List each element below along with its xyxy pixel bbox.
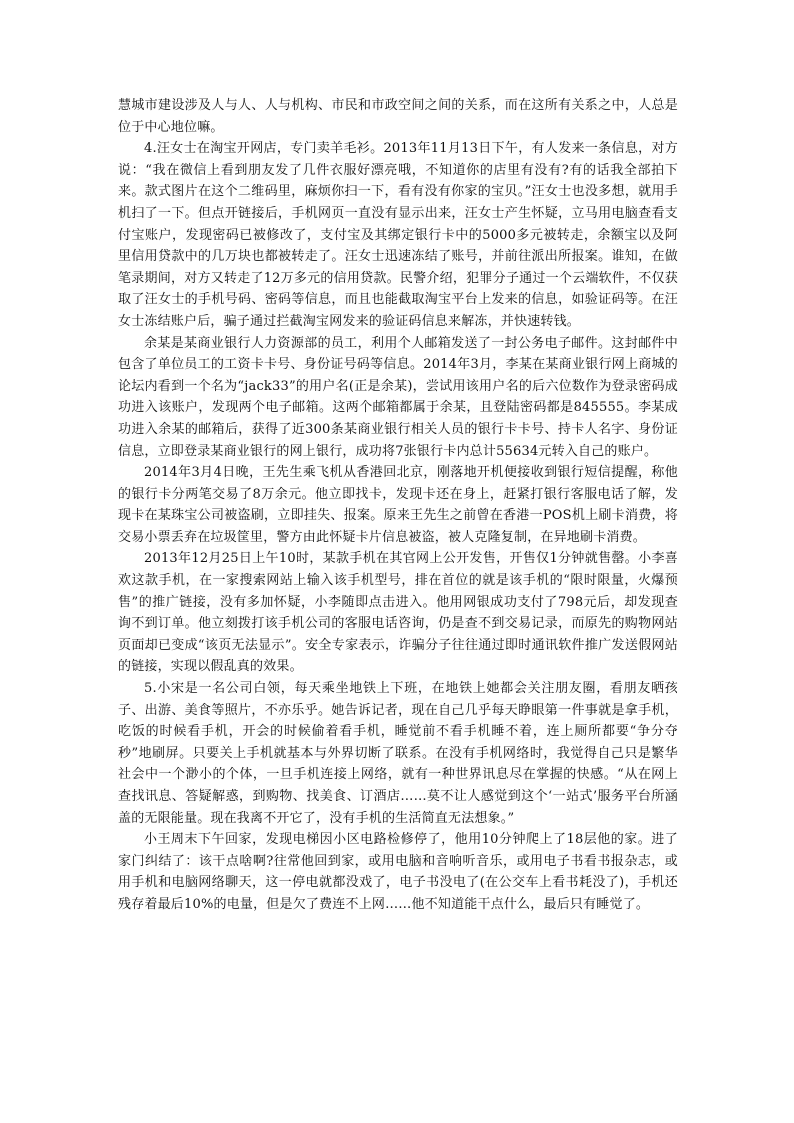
paragraph-phone-sale: 2013年12月25日上午10时，某款手机在其官网上公开发售，开售仅1分钟就售罄。小李喜欢这款手机，在一家搜索网站上输入该手机型号，排在首位的就是该手机的“限时限量，火爆预售”的推广链接，没有多加怀疑，小李随即点击进入。他用网银成功支付了798元后，却发现查询不到订单。他立刻拨打该手机公司的客服电话咨询，仍是查不到交易记录，而原先的购物网站页面却已变成“该页无法显示”。安全专家表示，诈骗分子往往通过即时通讯软件推广发送假网站的链接，实现以假乱真的效果。 [118,551,678,675]
paragraph-wang-card: 2014年3月4日晚，王先生乘飞机从香港回北京，刚落地开机便接收到银行短信提醒，称他的银行卡分两笔交易了8万余元。他立即找卡，发现卡还在身上，赶紧打银行客服电话了解，发现卡在某珠宝公司被盗刷，立即挂失、报案。原来王先生之前曾在香港一POS机上刷卡消费，将交易小票丢弃在垃圾筐里，警方由此怀疑卡片信息被盗，被人克隆复制，在异地刷卡消费。 [118,465,678,545]
paragraph-case-4: 4.汪女士在淘宝开网店，专门卖羊毛衫。2013年11月13日下午，有人发来一条信息，对方说：“我在微信上看到朋友发了几件衣服好漂亮哦，不知道你的店里有没有?有的话我全部拍下来。款式图片在这个二维码里，麻烦你扫一下，看有没有你家的宝贝。”汪女士也没多想，就用手机扫了一下。但点开链接后，手机网页一直没有显示出来，汪女士产生怀疑，立马用电脑查看支付宝账户，发现密码已被修改了，支付宝及其绑定银行卡中的5000多元被转走，余额宝以及阿里信用贷款中的几万块也都被转走了。汪女士迅速冻结了账号，并前往派出所报案。谁知，在做笔录期间，对方又转走了12万多元的信用贷款。民警介绍，犯罪分子通过一个云端软件，不仅获取了汪女士的手机号码、密码等信息，而且也能截取淘宝平台上发来的信息，如验证码等。在汪女士冻结账户后，骗子通过拦截淘宝网发来的验证码信息来解冻，并快速转钱。 [118,141,678,329]
document-body [118,95,678,916]
paragraph-xiaowang: 小王周末下午回家，发现电梯因小区电路检修停了，他用10分钟爬上了18层他的家。进了家门纠结了：该干点啥啊?往常他回到家，或用电脑和音响听音乐，或用电子书看书报杂志，或用手机和电脑网络聊天，这一停电就都没戏了，电子书没电了(在公交车上看书耗没了)，手机还残存着最后10%的电量，但是欠了费连不上网……他不知道能干点什么，最后只有睡觉了。 [118,832,678,912]
paragraph-case-5: 5.小宋是一名公司白领，每天乘坐地铁上下班，在地铁上她都会关注朋友圈，看朋友晒孩子、出游、美食等照片，不亦乐乎。她告诉记者，现在自己几乎每天睁眼第一件事就是拿手机，吃饭的时候看手机，开会的时候偷着看手机，睡觉前不看手机睡不着，连上厕所都要“争分夺秒”地刷屏。只要关上手机就基本与外界切断了联系。在没有手机网络时，我觉得自己只是繁华社会中一个渺小的个体，一旦手机连接上网络，就有一种世界讯息尽在掌握的快感。“从在网上查找讯息、答疑解惑，到购物、找美食、订酒店……莫不让人感觉到这个‘一站式’服务平台所涵盖的无限能量。现在我离不开它了，没有手机的生活简直无法想象。” [118,681,678,826]
paragraph-continuation: 慧城市建设涉及人与人、人与机构、市民和市政空间之间的关系，而在这所有关系之中，人总是位于中心地位嘛。 [118,98,678,135]
paragraph-yu-email: 余某是某商业银行人力资源部的员工，利用个人邮箱发送了一封公务电子邮件。这封邮件中包含了单位员工的工资卡卡号、身份证号码等信息。2014年3月，李某在某商业银行网上商城的论坛内看到一个名为“jack33”的用户名(正是余某)，尝试用该用户名的后六位数作为登录密码成功进入该账户，发现两个电子邮箱。这两个邮箱都属于余某，且登陆密码都是845555。李某成功进入余某的邮箱后，获得了近300条某商业银行相关人员的银行卡卡号、持卡人名字、身份证信息，立即登录某商业银行的网上银行，成功将7张银行卡内总计55634元转入自己的账户。 [118,335,678,459]
